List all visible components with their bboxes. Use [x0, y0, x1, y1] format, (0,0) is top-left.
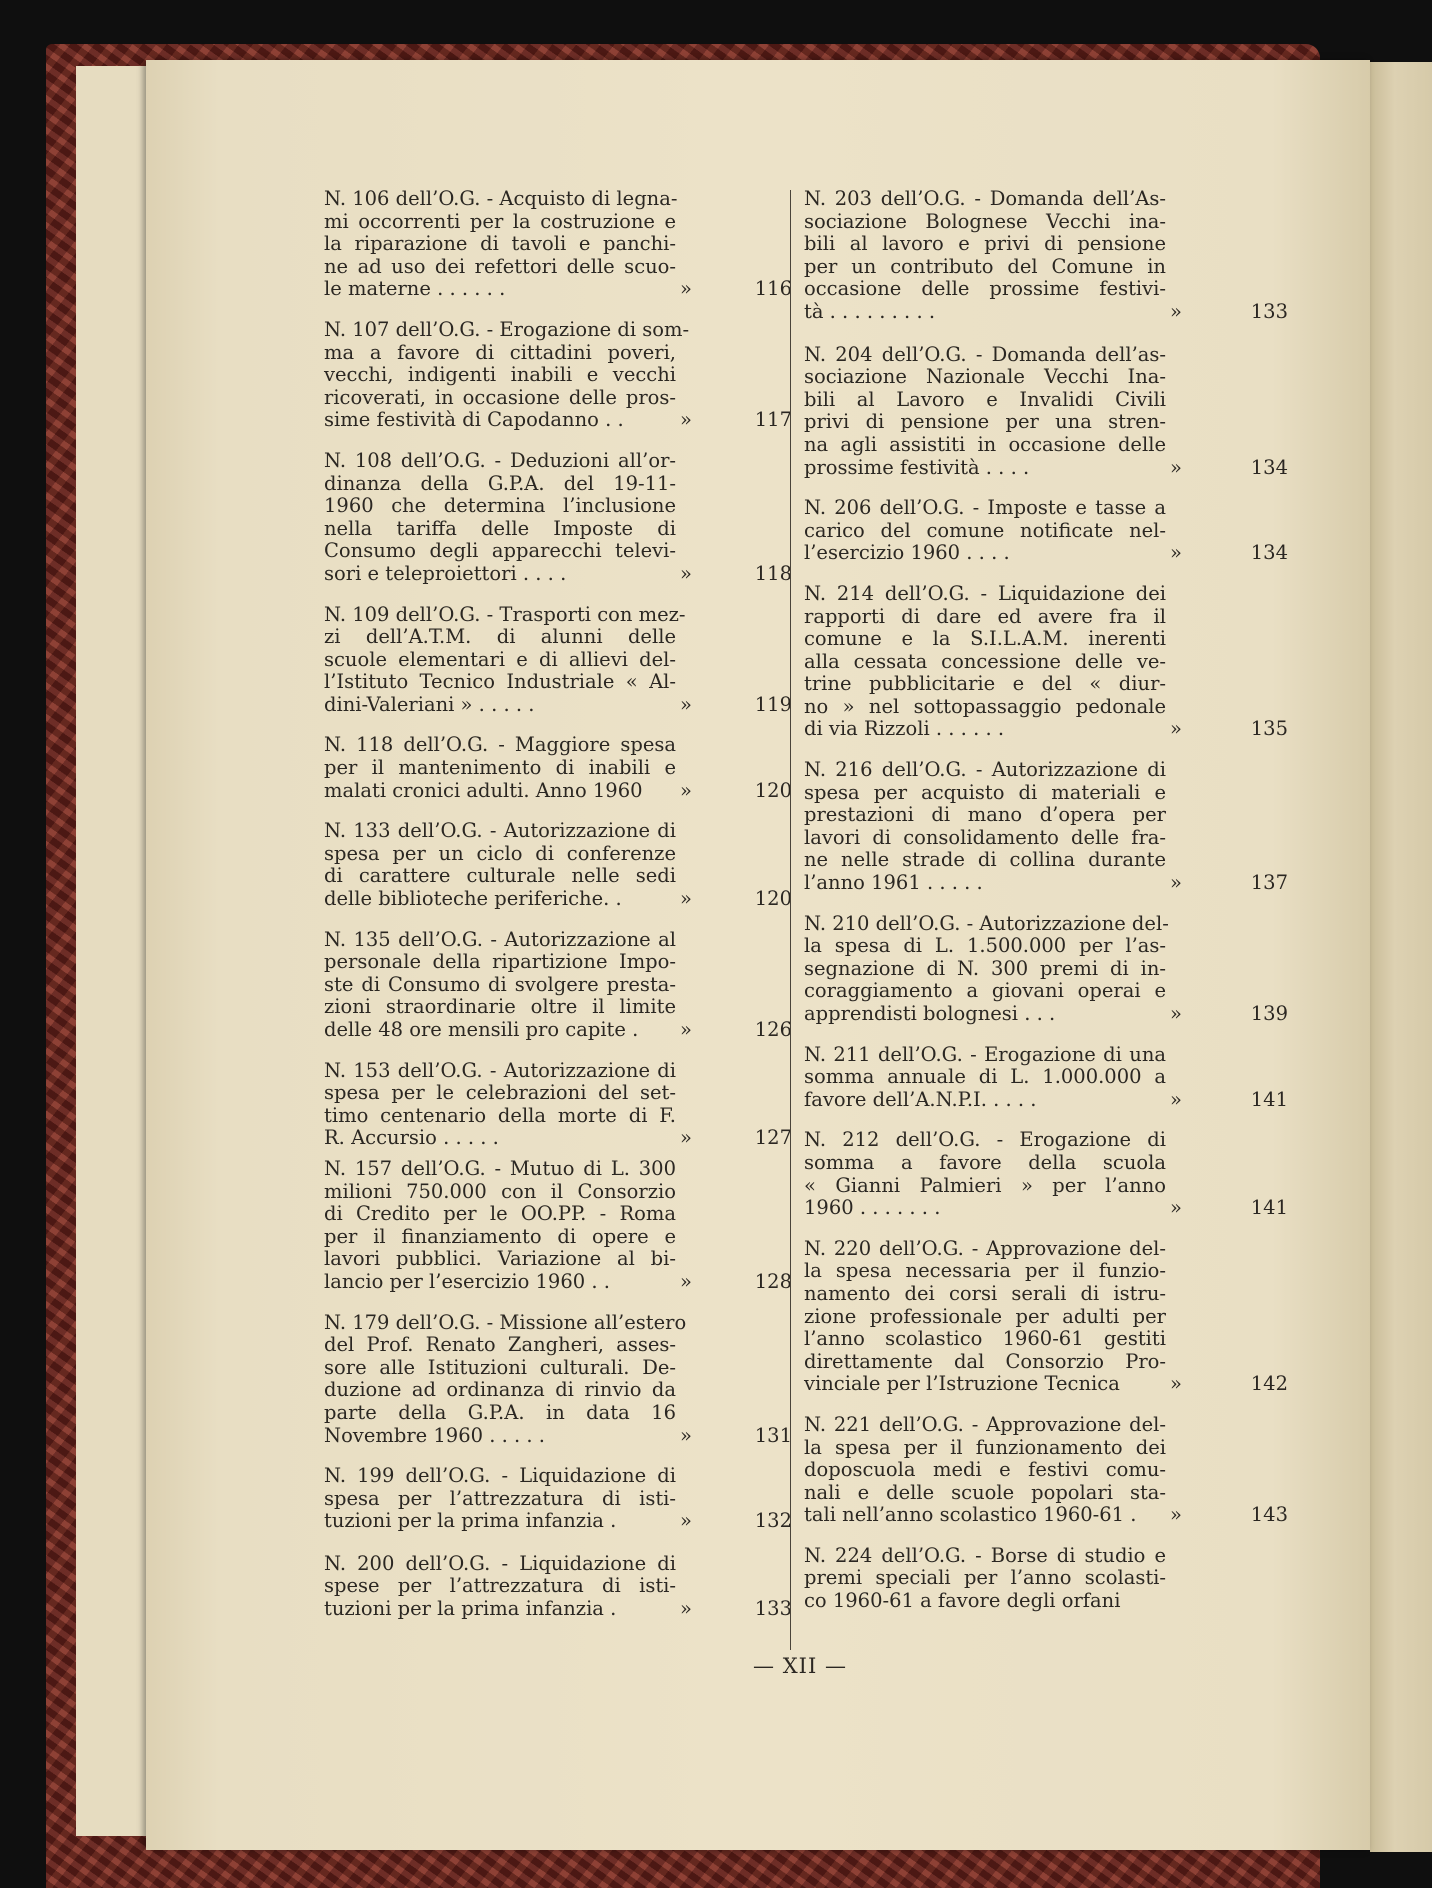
- page-number: 139: [1250, 1002, 1288, 1025]
- entry-line: zi dell’A.T.M. di alunni delle: [324, 625, 676, 649]
- entry-line: N. 157 dell’O.G. - Mutuo di L. 300: [324, 1156, 676, 1180]
- entry-text: [804, 497, 1166, 565]
- entry-line: lavori di consolidamento delle fra-: [804, 825, 1166, 849]
- entry-line: zione professionale per adulti per: [804, 1304, 1166, 1328]
- ditto-mark: »: [680, 1509, 692, 1533]
- ditto-mark: »: [680, 1597, 692, 1621]
- page-reference: [676, 1271, 792, 1294]
- entry-text: [324, 188, 676, 301]
- entry-text: [324, 1060, 676, 1150]
- entry-line: bili al lavoro e privi di pensione: [804, 232, 1166, 256]
- entry-line: comune e la S.I.L.A.M. inerenti: [804, 627, 1166, 651]
- page-number: 141: [1250, 1087, 1288, 1111]
- entry-line: milioni 750.000 con il Consorzio: [324, 1179, 676, 1203]
- entry-line: N. 206 dell’O.G. - Imposte e tasse a: [804, 496, 1166, 520]
- entry-line: la spesa per il funzionamento dei: [804, 1435, 1166, 1459]
- entry-line: 1960 . . . . . . .: [804, 1196, 941, 1220]
- entry-line: le materne . . . . . .: [324, 277, 506, 301]
- ditto-mark: »: [1170, 871, 1182, 895]
- page-reference: [676, 278, 792, 301]
- ditto-mark: »: [1170, 1372, 1182, 1396]
- page-number: 117: [754, 408, 792, 432]
- entry-line: coraggiamento a giovani operai e: [804, 979, 1166, 1003]
- entry-text: [324, 602, 686, 717]
- ditto-mark: »: [680, 778, 692, 802]
- entry-line: N. 204 dell’O.G. - Domanda dell’as-: [804, 342, 1166, 366]
- index-entry: [804, 1545, 1288, 1613]
- page-reference: [676, 563, 792, 586]
- ditto-mark: »: [680, 277, 692, 301]
- page-reference: [1166, 1003, 1288, 1026]
- entry-line: dini-Valeriani » . . . . .: [324, 692, 535, 716]
- entry-line: alla cessata concessione delle ve-: [804, 649, 1166, 673]
- entry-line: la riparazione di tavoli e panchi-: [324, 232, 676, 256]
- index-column-left: [324, 188, 792, 1621]
- page-number: 133: [754, 1597, 792, 1621]
- entry-line: occasione delle prossime festivi-: [804, 277, 1166, 301]
- ditto-mark: »: [680, 408, 692, 432]
- page-reference: [1166, 872, 1288, 895]
- page-number: 116: [754, 277, 792, 301]
- entry-text: [804, 1044, 1166, 1112]
- page-number: 133: [1250, 299, 1288, 323]
- entry-line: sociazione Bolognese Vecchi ina-: [804, 209, 1166, 233]
- entry-text: [804, 188, 1166, 324]
- page-reference: [676, 1019, 792, 1042]
- entry-text: [324, 1465, 676, 1533]
- entry-line: N. 216 dell’O.G. - Autorizzazione di: [804, 758, 1166, 782]
- entry-line: spesa per un ciclo di conferenze: [324, 841, 676, 865]
- entry-line: ste di Consumo di svolgere presta-: [324, 972, 676, 996]
- page-number: 126: [754, 1018, 792, 1041]
- entry-line: Novembre 1960 . . . . .: [324, 1423, 546, 1447]
- page-reference: [1166, 718, 1288, 741]
- entry-line: N. 108 dell’O.G. - Deduzioni all’or-: [324, 448, 676, 472]
- entry-text: [324, 929, 676, 1042]
- entry-line: l’Istituto Tecnico Industriale « Al-: [324, 670, 676, 694]
- index-column-right: [804, 188, 1288, 1613]
- page-number: 134: [1250, 455, 1288, 479]
- index-entry: [804, 497, 1288, 565]
- entry-line: per un contributo del Comune in: [804, 254, 1166, 278]
- page-number: 137: [1250, 871, 1288, 895]
- page-number-footer: — XII —: [753, 1654, 847, 1678]
- entry-line: N. 153 dell’O.G. - Autorizzazione di: [324, 1058, 676, 1082]
- ditto-mark: »: [680, 1423, 692, 1447]
- page-reference: [1166, 301, 1288, 324]
- entry-line: di carattere culturale nelle sedi: [324, 864, 676, 888]
- page-reference: [676, 888, 792, 911]
- page-reference: [676, 1598, 792, 1621]
- index-entry: [324, 820, 792, 910]
- ditto-mark: »: [1170, 1196, 1182, 1220]
- entry-line: sori e teleproiettori . . . .: [324, 561, 567, 585]
- entry-text: [804, 344, 1166, 480]
- entry-line: segnazione di N. 300 premi di in-: [804, 956, 1166, 980]
- entry-line: namento dei corsi serali di istru-: [804, 1281, 1166, 1305]
- entry-line: bili al Lavoro e Invalidi Civili: [804, 387, 1166, 411]
- entry-line: N. 212 dell’O.G. - Erogazione di: [804, 1128, 1166, 1152]
- entry-line: carico del comune notificate nel-: [804, 518, 1166, 542]
- page-reference: [1166, 457, 1288, 480]
- ditto-mark: »: [1170, 1503, 1182, 1527]
- page-number: 131: [754, 1423, 792, 1447]
- entry-line: nali e delle scuole popolari sta-: [804, 1480, 1166, 1504]
- entry-line: delle biblioteche periferiche. .: [324, 887, 622, 911]
- index-entry: [324, 188, 792, 301]
- entry-line: tali nell’anno scolastico 1960-61 .: [804, 1503, 1137, 1527]
- entry-text: [324, 1310, 687, 1448]
- entry-line: direttamente dal Consorzio Pro-: [804, 1349, 1166, 1373]
- ditto-mark: »: [1170, 299, 1182, 323]
- entry-line: N. 133 dell’O.G. - Autorizzazione di: [324, 819, 676, 843]
- page-number: 128: [754, 1269, 792, 1293]
- index-entry: [804, 1238, 1288, 1396]
- index-entry: [324, 1553, 792, 1621]
- entry-line: lancio per l’esercizio 1960 . .: [324, 1269, 610, 1293]
- index-entry: [804, 188, 1288, 324]
- entry-text: [324, 820, 676, 910]
- index-entry: [324, 1465, 792, 1533]
- entry-line: premi speciali per l’anno scolasti-: [804, 1566, 1166, 1590]
- page-number: 143: [1250, 1503, 1288, 1527]
- ditto-mark: »: [1170, 541, 1182, 565]
- ditto-mark: »: [1170, 1002, 1182, 1025]
- entry-line: N. 199 dell’O.G. - Liquidazione di: [324, 1464, 676, 1488]
- page-number: 127: [754, 1126, 792, 1150]
- entry-line: timo centenario della morte di F.: [324, 1103, 676, 1127]
- entry-text: [804, 1414, 1166, 1527]
- entry-line: N. 200 dell’O.G. - Liquidazione di: [324, 1551, 676, 1575]
- entry-line: N. 109 dell’O.G. - Trasporti con mez-: [324, 602, 686, 626]
- entry-line: N. 211 dell’O.G. - Erogazione di una: [804, 1042, 1166, 1066]
- ditto-mark: »: [680, 692, 692, 716]
- entry-line: la spesa di L. 1.500.000 per l’as-: [804, 934, 1166, 958]
- entry-line: l’anno 1961 . . . . .: [804, 871, 983, 895]
- entry-line: N. 203 dell’O.G. - Domanda dell’As-: [804, 187, 1166, 210]
- entry-line: sore alle Istituzioni culturali. De-: [324, 1355, 676, 1379]
- entry-text: [324, 734, 676, 802]
- page-reference: [676, 1510, 792, 1533]
- entry-line: spesa per l’attrezzatura di isti-: [324, 1486, 676, 1510]
- page-reference: [1166, 1197, 1288, 1220]
- page-reference: [676, 1127, 792, 1150]
- entry-line: N. 106 dell’O.G. - Acquisto di legna-: [324, 187, 678, 210]
- entry-line: personale della ripartizione Impo-: [324, 950, 676, 974]
- entry-line: per il finanziamento di opere e: [324, 1224, 676, 1248]
- entry-line: N. 118 dell’O.G. - Maggiore spesa: [324, 733, 676, 757]
- entry-line: ne nelle strade di collina durante: [804, 848, 1166, 872]
- page-number: 118: [754, 561, 792, 585]
- entry-text: [804, 911, 1169, 1026]
- entry-line: spesa per acquisto di materiali e: [804, 780, 1166, 804]
- index-entry: [804, 913, 1288, 1026]
- page-reference: [1166, 542, 1288, 565]
- page-number: 142: [1250, 1372, 1288, 1396]
- page-number: 120: [754, 778, 792, 802]
- entry-line: N. 220 dell’O.G. - Approvazione del-: [804, 1236, 1166, 1260]
- entry-line: lavori pubblici. Variazione al bi-: [324, 1247, 676, 1271]
- page-reference: [1166, 1504, 1288, 1527]
- entry-line: « Gianni Palmieri » per l’anno: [804, 1173, 1166, 1197]
- entry-line: tà . . . . . . . . .: [804, 299, 936, 323]
- index-entry: [324, 1060, 792, 1150]
- entry-line: sime festività di Capodanno . .: [324, 408, 624, 432]
- ditto-mark: »: [680, 1269, 692, 1293]
- entry-line: l’esercizio 1960 . . . .: [804, 541, 1010, 565]
- column-divider: [790, 190, 791, 1650]
- entry-line: prossime festività . . . .: [804, 455, 1030, 479]
- index-entry: [804, 583, 1288, 741]
- entry-line: no » nel sottopassaggio pedonale: [804, 694, 1166, 718]
- page-number: 134: [1250, 541, 1288, 565]
- page-reference: [1166, 1089, 1288, 1112]
- entry-line: la spesa necessaria per il funzio-: [804, 1259, 1166, 1283]
- entry-text: [804, 1238, 1166, 1396]
- page-reference: [676, 1425, 792, 1448]
- entry-line: vinciale per l’Istruzione Tecnica: [804, 1372, 1120, 1396]
- entry-line: na agli assistiti in occasione delle: [804, 432, 1166, 456]
- entry-line: delle 48 ore mensili pro capite .: [324, 1018, 639, 1041]
- entry-line: apprendisti bolognesi . . .: [804, 1002, 1056, 1025]
- entry-text: [804, 759, 1166, 895]
- index-entry: [804, 1044, 1288, 1112]
- entry-line: favore dell’A.N.P.I. . . . .: [804, 1087, 1037, 1111]
- entry-line: N. 224 dell’O.G. - Borse di studio e: [804, 1543, 1166, 1567]
- index-entry: [324, 1312, 792, 1448]
- index-entry: [324, 450, 792, 586]
- entry-line: sociazione Nazionale Vecchi Ina-: [804, 365, 1166, 389]
- entry-text: [324, 1553, 676, 1621]
- entry-line: somma annuale di L. 1.000.000 a: [804, 1065, 1166, 1089]
- index-entry: [324, 1158, 792, 1294]
- entry-line: mi occorrenti per la costruzione e: [324, 209, 676, 233]
- entry-line: R. Accursio . . . . .: [324, 1126, 499, 1150]
- page-reference: [676, 694, 792, 717]
- entry-line: rapporti di dare ed avere fra il: [804, 604, 1166, 628]
- index-entry: [324, 604, 792, 717]
- entry-line: trine pubblicitarie e del « diur-: [804, 672, 1166, 696]
- entry-text: [804, 1129, 1166, 1219]
- entry-line: scuole elementari e di allievi del-: [324, 647, 676, 671]
- entry-line: somma a favore della scuola: [804, 1150, 1166, 1174]
- entry-text: [804, 1545, 1166, 1613]
- entry-line: l’anno scolastico 1960-61 gestiti: [804, 1327, 1166, 1351]
- ditto-mark: »: [1170, 455, 1182, 479]
- entry-line: N. 221 dell’O.G. - Approvazione del-: [804, 1412, 1166, 1436]
- entry-line: per il mantenimento di inabili e: [324, 756, 676, 780]
- entry-text: [324, 317, 690, 432]
- page-number: 135: [1250, 717, 1288, 741]
- entry-text: [804, 583, 1166, 741]
- entry-line: zioni straordinarie oltre il limite: [324, 995, 676, 1019]
- entry-line: N. 107 dell’O.G. - Erogazione di som-: [324, 317, 690, 341]
- index-entry: [324, 319, 792, 432]
- entry-line: del Prof. Renato Zangheri, asses-: [324, 1333, 676, 1357]
- page-reference: [676, 780, 792, 803]
- entry-line: 1960 che determina l’inclusione: [324, 494, 676, 518]
- entry-text: [324, 450, 676, 586]
- entry-line: nella tariffa delle Imposte di: [324, 516, 676, 540]
- entry-line: doposcuola medi e festivi comu-: [804, 1458, 1166, 1482]
- entry-line: di Credito per le OO.PP. - Roma: [324, 1202, 676, 1226]
- ditto-mark: »: [680, 561, 692, 585]
- entry-text: [324, 1158, 676, 1294]
- page-number: 120: [754, 887, 792, 911]
- entry-line: N. 210 dell’O.G. - Autorizzazione del-: [804, 911, 1169, 935]
- entry-line: N. 135 dell’O.G. - Autorizzazione al: [324, 927, 676, 951]
- entry-line: parte della G.P.A. in data 16: [324, 1400, 676, 1424]
- entry-line: prestazioni di mano d’opera per: [804, 803, 1166, 827]
- entry-line: spese per l’attrezzatura di isti-: [324, 1574, 676, 1598]
- entry-line: vecchi, indigenti inabili e vecchi: [324, 363, 676, 387]
- ditto-mark: »: [1170, 717, 1182, 741]
- entry-line: N. 179 dell’O.G. - Missione all’estero: [324, 1310, 687, 1334]
- entry-line: ne ad uso dei refettori delle scuo-: [324, 254, 676, 278]
- entry-line: ma a favore di cittadini poveri,: [324, 340, 676, 364]
- entry-line: spesa per le celebrazioni del set-: [324, 1081, 676, 1105]
- ditto-mark: »: [680, 1018, 692, 1041]
- entry-line: ricoverati, in occasione delle pros-: [324, 385, 676, 409]
- index-entry: [804, 344, 1288, 480]
- entry-line: tuzioni per la prima infanzia .: [324, 1597, 617, 1621]
- entry-line: privi di pensione per una stren-: [804, 410, 1166, 434]
- page-edge-right: [1370, 62, 1432, 1852]
- index-entry: [324, 734, 792, 802]
- page-reference: [676, 409, 792, 432]
- entry-line: N. 214 dell’O.G. - Liquidazione dei: [804, 581, 1166, 605]
- entry-line: duzione ad ordinanza di rinvio da: [324, 1378, 676, 1402]
- page-reference: [1166, 1373, 1288, 1396]
- ditto-mark: »: [680, 887, 692, 911]
- index-entry: [804, 1129, 1288, 1219]
- entry-line: dinanza della G.P.A. del 19-11-: [324, 471, 676, 495]
- ditto-mark: »: [680, 1126, 692, 1150]
- ditto-mark: »: [1170, 1087, 1182, 1111]
- index-entry: [804, 759, 1288, 895]
- page-number: 132: [754, 1509, 792, 1533]
- page-number: 141: [1250, 1196, 1288, 1220]
- entry-line: di via Rizzoli . . . . . .: [804, 717, 1005, 741]
- index-entry: [324, 929, 792, 1042]
- index-entry: [804, 1414, 1288, 1527]
- entry-line: malati cronici adulti. Anno 1960: [324, 778, 643, 802]
- entry-line: co 1960-61 a favore degli orfani: [804, 1589, 1121, 1613]
- page-number: 119: [754, 692, 792, 716]
- entry-line: Consumo degli apparecchi televi-: [324, 539, 676, 563]
- entry-line: tuzioni per la prima infanzia .: [324, 1509, 617, 1533]
